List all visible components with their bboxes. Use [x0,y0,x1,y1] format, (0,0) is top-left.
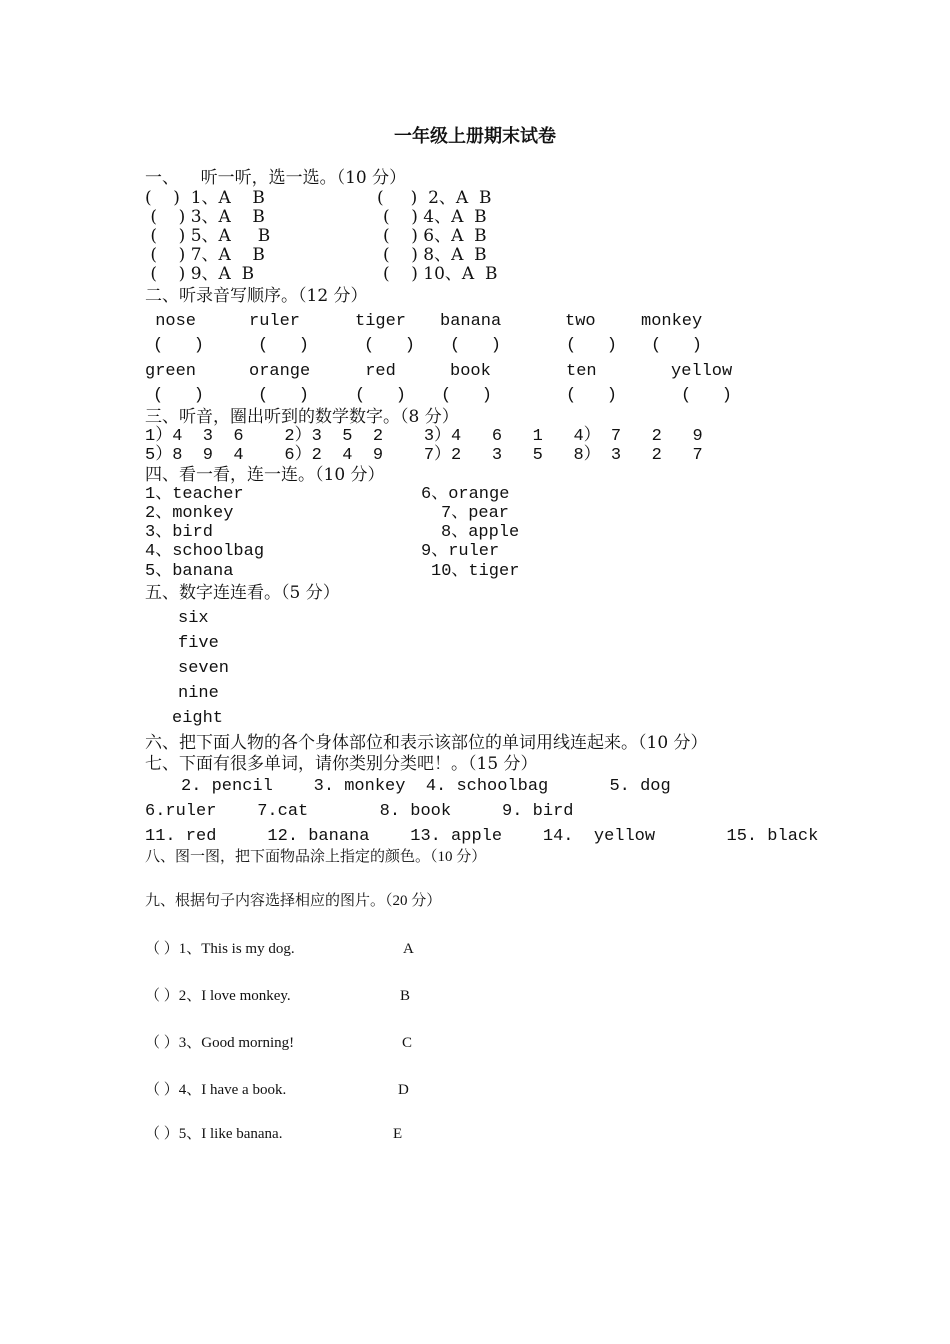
s2-paren-11: ( ) [566,386,618,405]
s9-question-5: （ ）5、I like banana. [145,1126,283,1142]
s2-word-12: yellow [671,362,733,381]
s2-paren-1: ( ) [153,336,205,355]
s4-right-10: 10、tiger [431,562,520,581]
s9-option-c: C [402,1035,413,1051]
s4-left-4: 4、schoolbag [145,542,265,561]
section-6-header: 六、把下面人物的各个身体部位和表示该部位的单词用线连起来。（10 分） [145,733,708,753]
s1-row-5-left: ( ) 9、A B [145,264,255,284]
s5-word-six: six [178,609,209,628]
s1-row-1-right: ( ) 2、A B [377,188,492,208]
s2-paren-7: ( ) [153,386,205,405]
s1-row-4-left: ( ) 7、A B [145,245,265,265]
s2-word-10: book [450,362,491,381]
s2-paren-6: ( ) [651,336,703,355]
s2-word-3: tiger [355,312,407,331]
s9-option-e: E [393,1126,403,1142]
section-8-header: 八、图一图，把下面物品涂上指定的颜色。（10 分） [145,849,487,865]
page-title: 一年级上册期末试卷 [394,126,556,147]
s5-word-five: five [178,634,219,653]
s9-question-2: （ ）2、I love monkey. [145,988,291,1004]
s4-left-3: 3、bird [145,523,214,542]
s2-paren-2: ( ) [258,336,310,355]
section-7-header: 七、下面有很多单词，请你类别分类吧！。（15 分） [145,754,538,774]
s9-question-4: （ ）4、I have a book. [145,1082,287,1098]
s4-right-7: 7、pear [441,504,510,523]
s1-row-2-left: ( ) 3、A B [145,207,265,227]
s3-line-2: 5）8 9 4 6）2 4 9 7）2 3 5 8） 3 2 7 [145,446,703,465]
s9-option-a: A [403,941,414,957]
s9-question-1: （ ）1、This is my dog. [145,941,295,957]
s2-paren-8: ( ) [258,386,310,405]
s2-word-5: two [565,312,596,331]
s4-left-2: 2、monkey [145,504,234,523]
s2-word-6: monkey [641,312,703,331]
section-1-header: 一、 听一听，选一选。（10 分） [145,168,407,188]
s2-paren-3: ( ) [364,336,416,355]
s2-word-1: nose [145,312,197,331]
s2-word-8: orange [249,362,311,381]
s2-paren-12: ( ) [681,386,733,405]
s1-row-2-right: ( ) 4、A B [383,207,487,227]
section-3-header: 三、听音，圈出听到的数学数字。（8 分） [145,407,459,427]
s3-line-1: 1）4 3 6 2）3 5 2 3）4 6 1 4） 7 2 9 [145,427,703,446]
s2-word-7: green [145,362,197,381]
section-9-header: 九、根据句子内容选择相应的图片。（20 分） [145,893,442,909]
s2-word-2: ruler [249,312,301,331]
s7-line-1: 2. pencil 3. monkey 4. schoolbag 5. dog [181,777,671,796]
s2-word-4: banana [440,312,502,331]
s2-paren-9: ( ) [355,386,407,405]
s9-question-3: （ ）3、Good morning! [145,1035,295,1051]
section-5-header: 五、数字连连看。（5 分） [145,583,340,603]
s2-paren-4: ( ) [450,336,502,355]
s2-word-9: red [355,362,396,381]
section-2-header: 二、听录音写顺序。（12 分） [145,286,368,306]
s1-row-3-left: ( ) 5、A B [145,226,271,246]
s7-line-3: 11. red 12. banana 13. apple 14. yellow 15. black [145,827,819,846]
s4-left-5: 5、banana [145,562,234,581]
s1-row-3-right: ( ) 6、A B [383,226,487,246]
s5-word-eight: eight [172,709,224,728]
s1-row-1-left: ( ) 1、A B [145,188,265,208]
s4-left-1: 1、teacher [145,485,244,504]
s1-row-4-right: ( ) 8、A B [383,245,487,265]
s7-line-2: 6.ruler 7.cat 8. book 9. bird [145,802,574,821]
s2-paren-10: ( ) [441,386,493,405]
s9-option-b: B [400,988,411,1004]
section-4-header: 四、看一看，连一连。（10 分） [145,465,385,485]
s1-row-5-right: ( ) 10、A B [383,264,498,284]
s5-word-nine: nine [178,684,219,703]
s5-word-seven: seven [178,659,230,678]
s2-word-11: ten [566,362,597,381]
s4-right-6: 6、orange [421,485,510,504]
s4-right-9: 9、ruler [421,542,500,561]
s4-right-8: 8、apple [441,523,520,542]
s9-option-d: D [398,1082,409,1098]
s2-paren-5: ( ) [566,336,618,355]
